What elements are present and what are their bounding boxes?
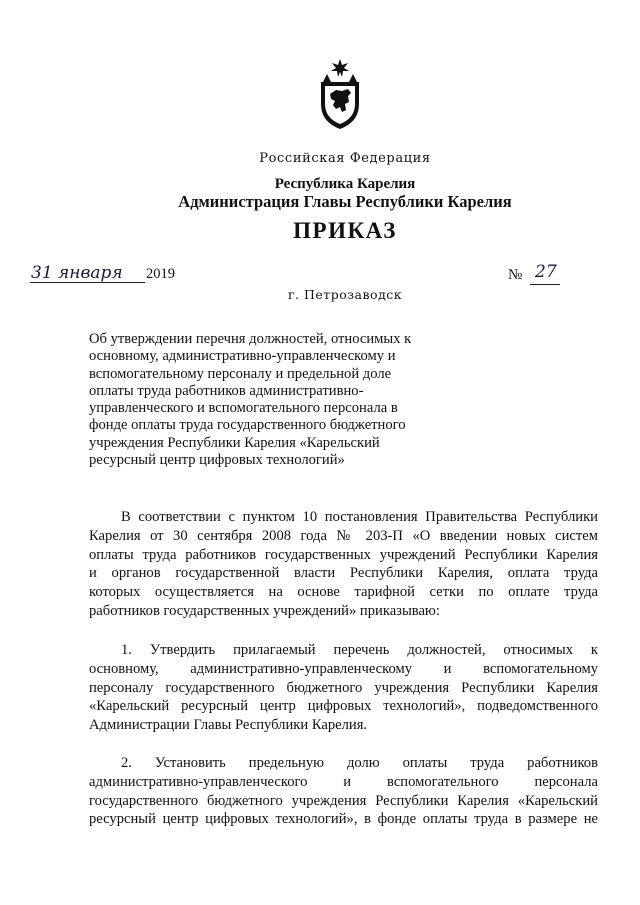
paragraph-line: государственного бюджетного учреждения Республики Карелия «Карельский xyxy=(89,792,598,809)
paragraph-line: и органов государственной власти Республики Карелия, оплата труда xyxy=(89,565,598,582)
subject-line: ресурсный центр цифровых технологий» xyxy=(89,452,345,469)
paragraph-line: персоналу государственного бюджетного учреждения Республики Карелия xyxy=(89,679,598,696)
date-year: 2019 xyxy=(146,266,175,282)
order-subject xyxy=(89,331,412,469)
paragraph-line: которых осуществляется на основе тарифной сетки по оплате труда xyxy=(89,584,598,601)
issue-city: г. Петрозаводск xyxy=(288,287,403,302)
country-name: Российская Федерация xyxy=(259,151,431,166)
paragraph-line: В соответствии с пунктом 10 постановления Правительства Республики xyxy=(121,509,598,525)
subject-line: Об утверждении перечня должностей, относимых к xyxy=(89,331,412,347)
subject-line: вспомогательному персоналу и предельной доле xyxy=(89,365,392,382)
handwritten-order-number: 27 xyxy=(535,262,557,282)
coat-of-arms-emblem xyxy=(318,58,362,130)
subject-line: фонде оплаты труда государственного бюджетного xyxy=(89,417,406,434)
number-underline xyxy=(530,284,560,285)
paragraph-line: основному, административно-управленческому и вспомогательному xyxy=(89,660,598,677)
paragraph-line: «Карельский ресурсный центр цифровых технологий», подведомственного xyxy=(89,698,598,715)
subject-line: основному, административно-управленческому и xyxy=(89,348,396,365)
preamble-paragraph xyxy=(89,508,598,621)
item-2-paragraph xyxy=(89,754,598,829)
paragraph-line: работников государственных учреждений» приказываю: xyxy=(89,602,440,619)
paragraph-line: административно-управленческого и вспомогательного персонала xyxy=(89,773,598,790)
republic-name: Республика Карелия xyxy=(274,176,416,192)
paragraph-line: 2. Установить предельную долю оплаты труда работников xyxy=(121,755,598,771)
paragraph-line: оплаты труда работников государственных учреждений Республики Карелия xyxy=(89,546,598,563)
subject-line: оплаты труда работников административно- xyxy=(89,382,364,399)
paragraph-line: ресурсный центр цифровых технологий», в фонде оплаты труда в размере не xyxy=(89,811,598,828)
number-sign: № xyxy=(508,267,523,283)
subject-line: учреждения Республики Карелия «Карельский xyxy=(89,434,380,451)
item-1-paragraph xyxy=(89,641,598,735)
handwritten-date: 31 января xyxy=(31,263,123,283)
paragraph-line: Администрации Главы Республики Карелия. xyxy=(89,717,368,734)
subject-line: управленческого и вспомогательного персонала в xyxy=(89,400,398,417)
paragraph-line: Карелия от 30 сентября 2008 года № 203-П «О введении новых систем xyxy=(89,527,598,544)
paragraph-line: 1. Утвердить прилагаемый перечень должностей, относимых к xyxy=(121,642,598,658)
document-type-title: ПРИКАЗ xyxy=(293,218,397,243)
administration-name: Администрация Главы Республики Карелия xyxy=(178,192,512,211)
date-underline xyxy=(30,282,145,283)
